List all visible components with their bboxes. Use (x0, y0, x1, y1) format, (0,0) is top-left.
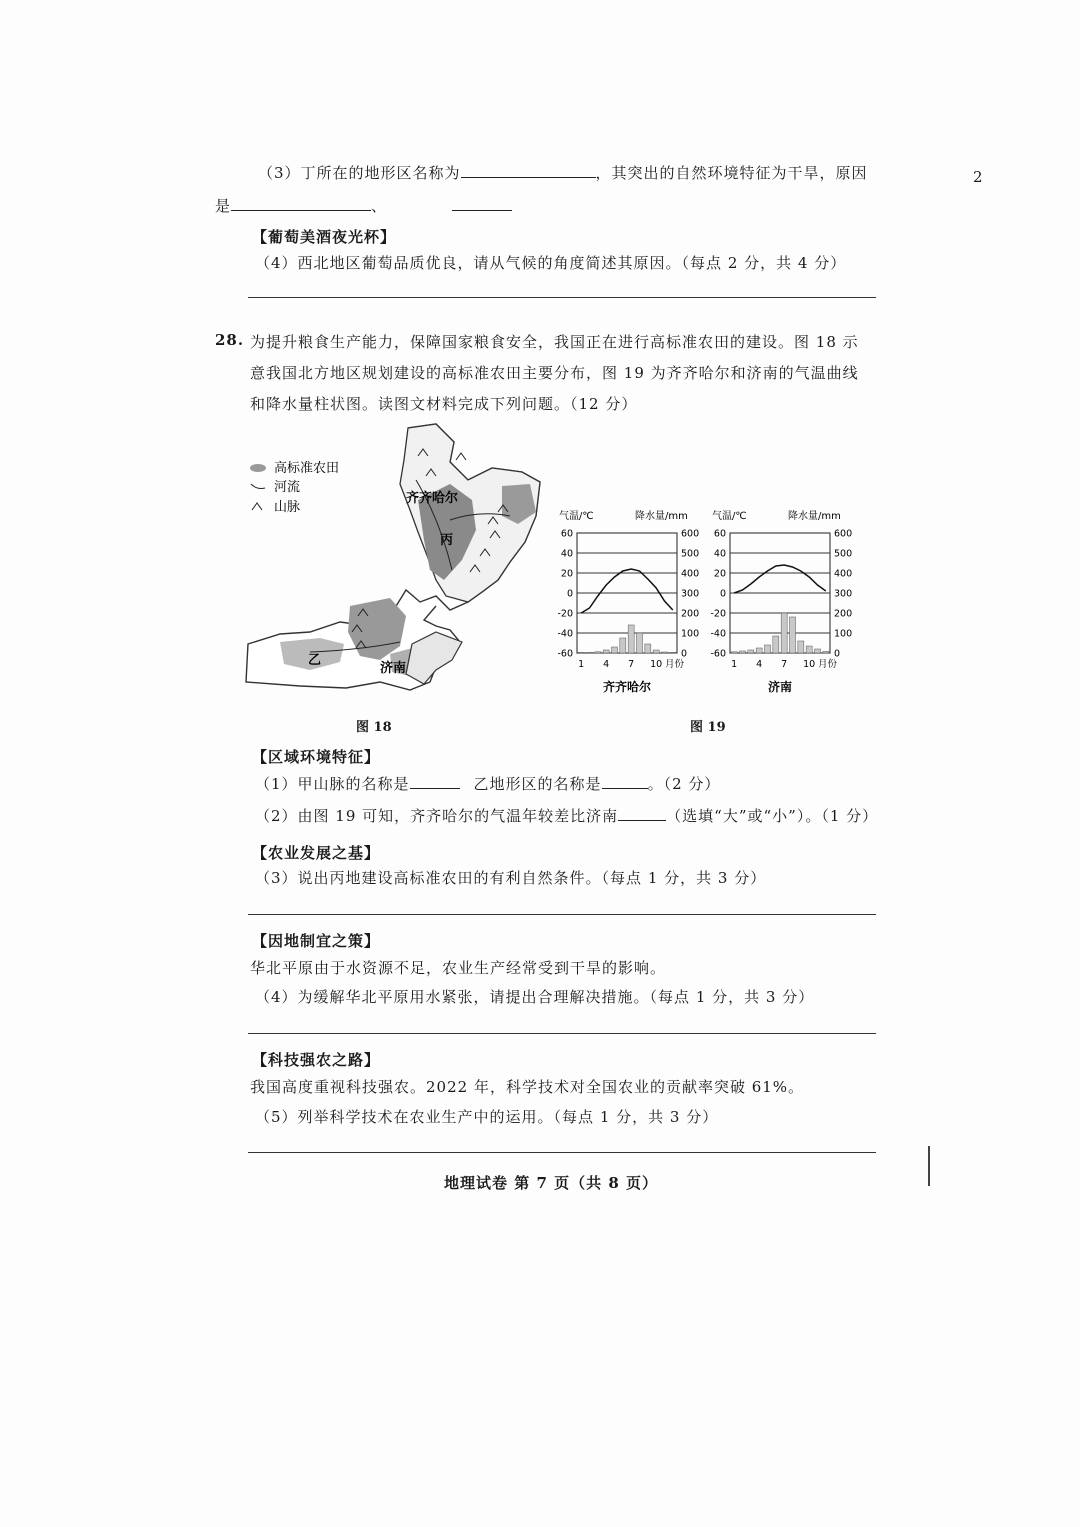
month-tick-label: 4 (603, 659, 610, 670)
answer-blank[interactable] (410, 774, 460, 789)
precip-bar (645, 644, 651, 653)
q27-part3-line2 (215, 195, 512, 216)
section4-heading: 【科技强农之路】 (252, 1051, 381, 1069)
precip-tick-label: 300 (681, 588, 700, 600)
q27-part3-sep: 、 (371, 197, 388, 215)
figure-18-caption: 图 18 (356, 720, 392, 735)
precip-bar (662, 652, 668, 653)
q27-part3-line2-prefix: 是 (215, 197, 232, 215)
q1-line (255, 773, 720, 794)
precip-bar (823, 651, 829, 653)
temp-tick-label: -40 (710, 628, 726, 640)
s3-text: 华北平原由于水资源不足，农业生产经常受到干旱的影响。 (250, 959, 667, 977)
q1-text-c: 。（2 分） (647, 775, 721, 793)
answer-blank[interactable] (618, 806, 666, 821)
precip-tick-label: 0 (681, 648, 688, 660)
precip-bar (756, 648, 762, 653)
temp-tick-label: 0 (719, 588, 726, 600)
precip-axis-label: 降水量/mm (788, 511, 841, 522)
temp-tick-label: -60 (557, 648, 573, 660)
q2-text-b: （选填“大”或“小”）。（1 分） (666, 807, 879, 825)
label-bing: 丙 (440, 533, 454, 548)
temp-tick-label: -20 (710, 608, 726, 620)
q28-intro-line3: 和降水量柱状图。读图文材料完成下列问题。（12 分） (250, 395, 638, 413)
precip-bar (587, 652, 593, 653)
section3-heading: 【因地制宜之策】 (252, 932, 381, 950)
precip-bar (612, 647, 618, 653)
precip-bar (748, 650, 754, 653)
margin-mark (928, 1146, 930, 1186)
q28-intro-line2: 意我国北方地区规划建设的高标准农田主要分布，图 19 为齐齐哈尔和济南的气温曲线 (250, 364, 859, 382)
precip-tick-label: 400 (681, 568, 700, 580)
precip-tick-label: 100 (681, 628, 700, 640)
temp-tick-label: 20 (560, 568, 573, 580)
figure-18-map (240, 420, 550, 695)
month-tick-label: 1 (731, 659, 738, 670)
answer-blank[interactable] (452, 196, 512, 211)
answer-line[interactable] (248, 914, 876, 915)
chart-title: 齐齐哈尔 (602, 680, 652, 694)
river-legend-icon (251, 484, 265, 489)
answer-line[interactable] (248, 297, 876, 298)
precip-bar (781, 613, 787, 653)
q27-part3-line1 (258, 162, 868, 183)
q1-text-b: 乙地形区的名称是 (473, 775, 602, 793)
q3-text: （3）说出丙地建设高标准农田的有利自然条件。（每点 1 分，共 3 分） (255, 869, 767, 887)
legend-river: 河流 (274, 480, 301, 495)
precip-bar (773, 636, 779, 653)
legend-mountain: 山脉 (274, 500, 301, 515)
answer-line[interactable] (248, 1033, 876, 1034)
month-axis-label: 月份 (818, 659, 838, 670)
precip-tick-label: 300 (834, 588, 853, 600)
q1-text-a: （1）甲山脉的名称是 (255, 775, 410, 793)
precip-bar (806, 646, 812, 653)
precip-bar (670, 652, 676, 653)
precip-tick-label: 100 (834, 628, 853, 640)
legend-farmland: 高标准农田 (274, 461, 340, 476)
answer-blank[interactable] (461, 163, 596, 178)
month-tick-label: 7 (628, 659, 635, 670)
precip-bar (620, 638, 626, 653)
precip-bar (798, 641, 804, 653)
temp-tick-label: 0 (566, 588, 573, 600)
precip-axis-label: 降水量/mm (635, 511, 688, 522)
page-number: 2 (973, 168, 984, 186)
precip-tick-label: 200 (681, 608, 700, 620)
farmland-legend-icon (250, 464, 266, 472)
month-tick-label: 10 (803, 659, 816, 670)
chart-title: 济南 (767, 680, 793, 694)
q27-section-heading: 【葡萄美酒夜光杯】 (252, 228, 397, 246)
q27-part3-prefix: （3）丁所在的地形区名称为 (258, 164, 461, 182)
q4-text: （4）为缓解华北平原用水紧张，请提出合理解决措施。（每点 1 分，共 3 分） (255, 988, 815, 1006)
answer-blank[interactable] (231, 196, 371, 211)
precip-bar (637, 633, 643, 653)
temp-tick-label: 20 (713, 568, 726, 580)
temp-tick-label: 60 (713, 528, 726, 540)
label-yi: 乙 (308, 653, 322, 668)
label-qiqihar: 齐齐哈尔 (406, 491, 459, 506)
precip-bar (628, 625, 634, 653)
temperature-line (581, 569, 673, 613)
temp-tick-label: -40 (557, 628, 573, 640)
q28-intro-line1: 为提升粮食生产能力，保障国家粮食安全，我国正在进行高标准农田的建设。图 18 示 (250, 333, 859, 351)
section1-heading: 【区域环境特征】 (252, 748, 381, 766)
precip-bar (740, 651, 746, 653)
q2-text-a: （2）由图 19 可知，齐齐哈尔的气温年较差比济南 (255, 807, 619, 825)
precip-tick-label: 600 (834, 528, 853, 540)
precip-tick-label: 500 (834, 548, 853, 560)
section2-heading: 【农业发展之基】 (252, 844, 381, 862)
temp-tick-label: -60 (710, 648, 726, 660)
month-tick-label: 1 (578, 659, 585, 670)
answer-blank[interactable] (602, 774, 648, 789)
precip-bar (603, 650, 609, 653)
precip-tick-label: 0 (834, 648, 841, 660)
precip-bar (765, 645, 771, 653)
precip-bar (578, 652, 584, 653)
temp-tick-label: 60 (560, 528, 573, 540)
month-axis-label: 月份 (665, 659, 685, 670)
temp-axis-label: 气温/℃ (559, 511, 594, 522)
map-legend (250, 460, 339, 515)
figure-19-caption: 图 19 (690, 720, 726, 735)
q28-number: 28. (215, 331, 245, 349)
month-tick-label: 7 (781, 659, 788, 670)
figure-19-charts (555, 505, 855, 700)
s4-text: 我国高度重视科技强农。2022 年，科学技术对全国农业的贡献率突破 61%。 (250, 1078, 805, 1096)
mountain-legend-icon (252, 503, 262, 510)
precip-bar (790, 617, 796, 653)
q5-text: （5）列举科学技术在农业生产中的运用。（每点 1 分，共 3 分） (255, 1108, 719, 1126)
q27-part3-suffix: ，其突出的自然环境特征为干旱，原因 (595, 164, 868, 182)
month-tick-label: 4 (756, 659, 763, 670)
temp-tick-label: 40 (713, 548, 726, 560)
footer: 地理试卷 第 7 页（共 8 页） (444, 1174, 658, 1192)
precip-bar (595, 652, 601, 653)
temperature-line (734, 565, 826, 593)
temp-axis-label: 气温/℃ (712, 511, 747, 522)
temp-tick-label: -20 (557, 608, 573, 620)
precip-bar (731, 652, 737, 653)
q27-part4: （4）西北地区葡萄品质优良，请从气候的角度简述其原因。（每点 2 分，共 4 分） (255, 254, 847, 272)
temp-tick-label: 40 (560, 548, 573, 560)
q2-line (255, 805, 878, 826)
month-tick-label: 10 (650, 659, 663, 670)
precip-tick-label: 200 (834, 608, 853, 620)
label-jinan: 济南 (380, 661, 407, 676)
precip-bar (653, 650, 659, 653)
precip-bar (815, 649, 821, 653)
precip-tick-label: 400 (834, 568, 853, 580)
precip-tick-label: 500 (681, 548, 700, 560)
precip-tick-label: 600 (681, 528, 700, 540)
answer-line[interactable] (248, 1152, 876, 1153)
